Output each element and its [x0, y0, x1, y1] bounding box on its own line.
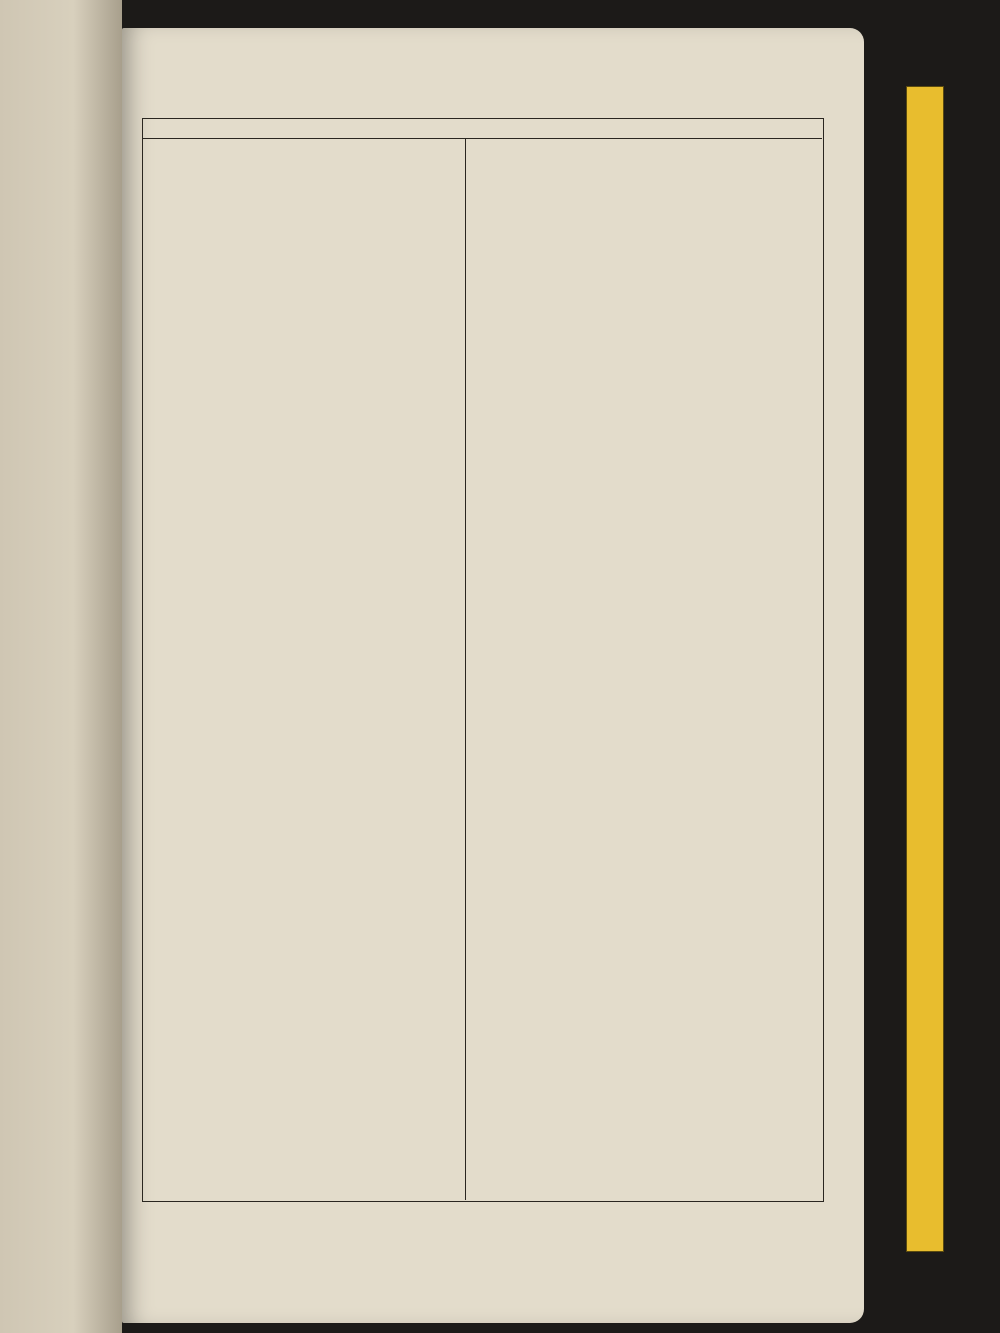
book-page: [122, 28, 864, 1323]
page-frame: [142, 118, 824, 1202]
measuring-ruler: [906, 86, 944, 1252]
running-header: [142, 114, 822, 138]
header-rule: [142, 138, 822, 139]
column-divider: [465, 138, 466, 1200]
facing-page: [0, 0, 122, 1333]
